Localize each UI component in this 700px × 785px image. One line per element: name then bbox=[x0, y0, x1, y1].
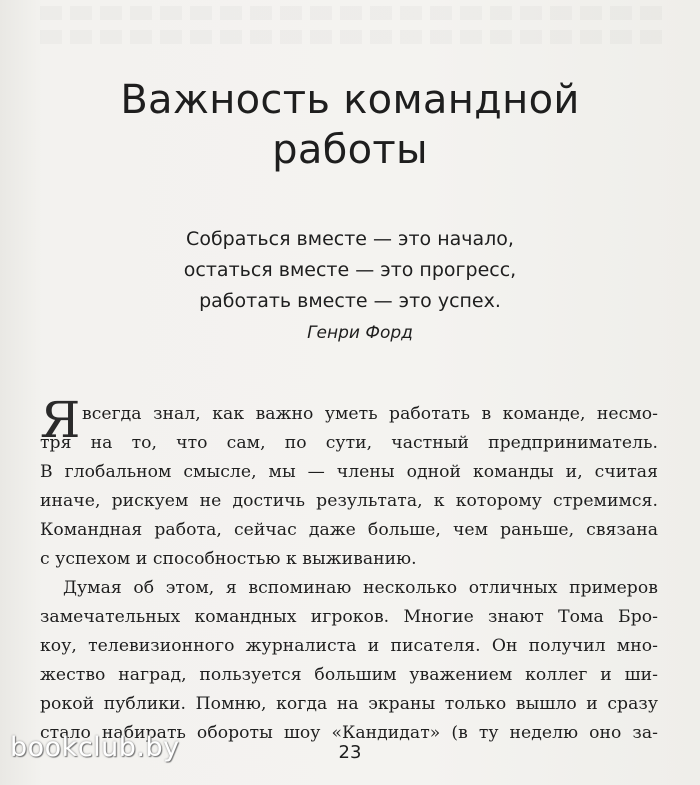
text-line: Командная работа, сейчас даже больше, чем раньше, связана bbox=[40, 520, 658, 540]
epigraph-line: остаться вместе — это прогресс, bbox=[183, 259, 517, 281]
text-line: тря на то, что сам, по сути, частный предприниматель. bbox=[40, 433, 658, 453]
text-line: стало набирать обороты шоу «Кандидат» (в ту неделю оно за- bbox=[40, 723, 658, 743]
epigraph-line: работать вместе — это успех. bbox=[199, 290, 501, 312]
text-line: жество наград, пользуется большим уважением коллег и ши- bbox=[40, 665, 658, 685]
bleed-through-text bbox=[40, 6, 670, 20]
drop-cap: Я bbox=[40, 391, 81, 449]
text-line: с успехом и способностью к выживанию. bbox=[40, 549, 417, 569]
text-line: В глобальном смысле, мы — члены одной команды и, считая bbox=[40, 462, 658, 482]
epigraph-line: Собраться вместе — это начало, bbox=[186, 228, 514, 250]
bleed-through-text bbox=[40, 30, 670, 44]
chapter-title-line: работы bbox=[272, 127, 428, 173]
text-line: Думая об этом, я вспоминаю несколько отличных примеров bbox=[63, 578, 658, 598]
chapter-title-line: Важность командной bbox=[120, 77, 580, 123]
epigraph-author: Генри Форд bbox=[307, 323, 413, 343]
chapter-title bbox=[0, 75, 700, 175]
text-line: коу, телевизионного журналиста и писателя. Он получил мно- bbox=[40, 636, 658, 656]
text-line: замечательных командных игроков. Многие знают Тома Бро- bbox=[40, 607, 658, 627]
epigraph bbox=[0, 224, 700, 349]
text-line: рокой публики. Помню, когда на экраны только вышло и сразу bbox=[40, 694, 658, 714]
text-line: всегда знал, как важно уметь работать в команде, несмо- bbox=[82, 404, 658, 424]
page-number: 23 bbox=[338, 742, 362, 763]
text-line: иначе, рискуем не достичь результата, к которому стремимся. bbox=[40, 491, 658, 511]
watermark-logo: bookclub.by bbox=[10, 732, 180, 763]
body-text bbox=[40, 400, 658, 748]
